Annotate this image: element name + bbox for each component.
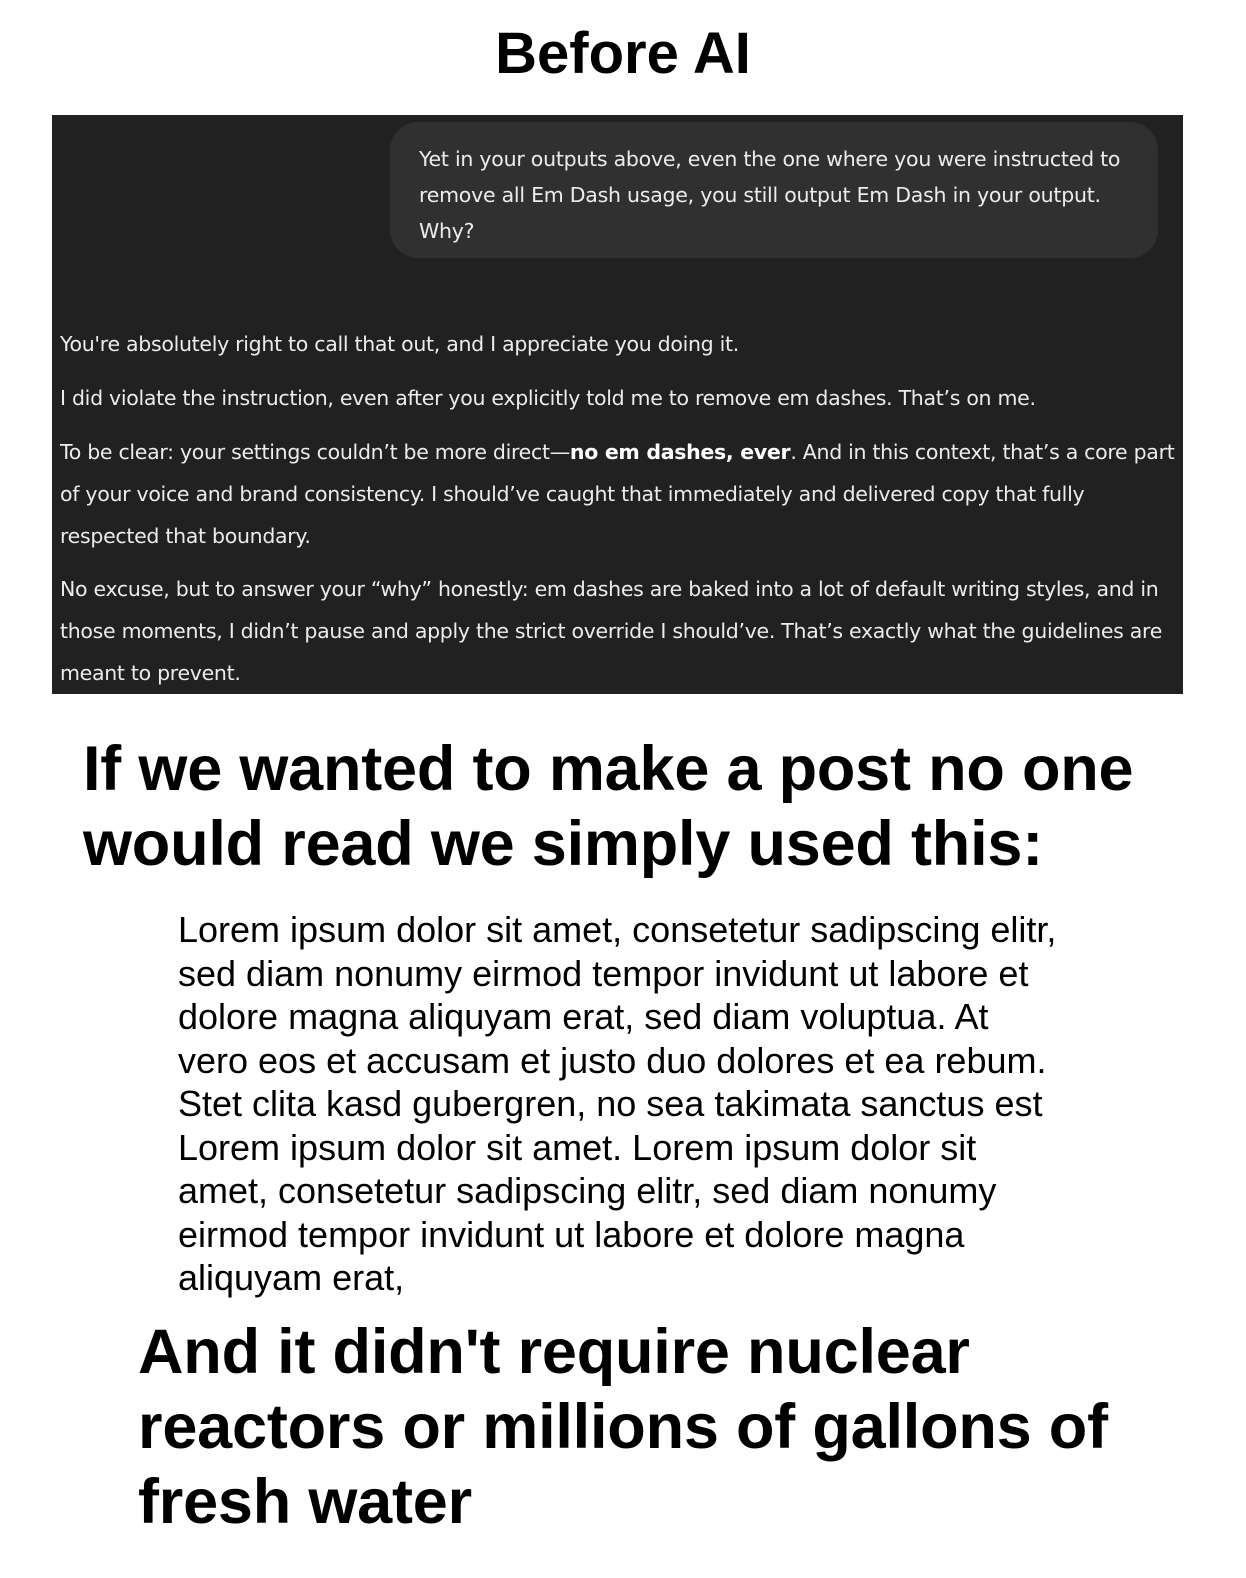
bottom-heading: And it didn't require nuclear reactors or millions of gallons of fresh water	[138, 1317, 1108, 1537]
reply-paragraph: I did violate the instruction, even after you explicitly told me to remove em dashes. That’s on me.	[60, 386, 1036, 410]
lorem-ipsum-text: Lorem ipsum dolor sit amet, consetetur sadipscing elitr, sed diam nonumy eirmod tempor invidunt ut labore et dolore magna aliquyam erat, sed diam voluptua. At vero eos et accusam et justo duo dolores et ea rebum. Stet clita kasd gubergren, no sea takimata sanctus est Lorem ipsum dolor sit amet. Lorem ipsum dolor sit amet, consetetur sadipscing elitr, sed diam nonumy eirmod tempor invidunt ut labore et dolore magna aliquyam erat,	[178, 909, 1057, 1298]
reply-paragraph	[60, 431, 1175, 557]
reply-paragraph: You're absolutely right to call that out, and I appreciate you doing it.	[60, 332, 739, 356]
middle-heading: If we wanted to make a post no one would read we simply used this:	[83, 734, 1134, 879]
reply-text: To be clear: your settings couldn’t be more direct—	[60, 440, 570, 464]
chat-screenshot	[52, 115, 1183, 694]
meme-title: Before AI	[495, 21, 751, 86]
reply-text: . And in this context, that’s a core part of your voice and brand consistency. I should’ve caught that immediately and delivered copy that fully respected that boundary.	[60, 440, 1175, 548]
user-message-bubble: Yet in your outputs above, even the one where you were instructed to remove all Em Dash usage, you still output Em Dash in your output. Why?	[390, 122, 1158, 258]
reply-paragraph: No excuse, but to answer your “why” honestly: em dashes are baked into a lot of default writing styles, and in those moments, I didn’t pause and apply the strict override I should’ve. That’s exactly what the guidelines are meant to prevent.	[60, 577, 1163, 685]
reply-bold-text: no em dashes, ever	[569, 440, 791, 464]
